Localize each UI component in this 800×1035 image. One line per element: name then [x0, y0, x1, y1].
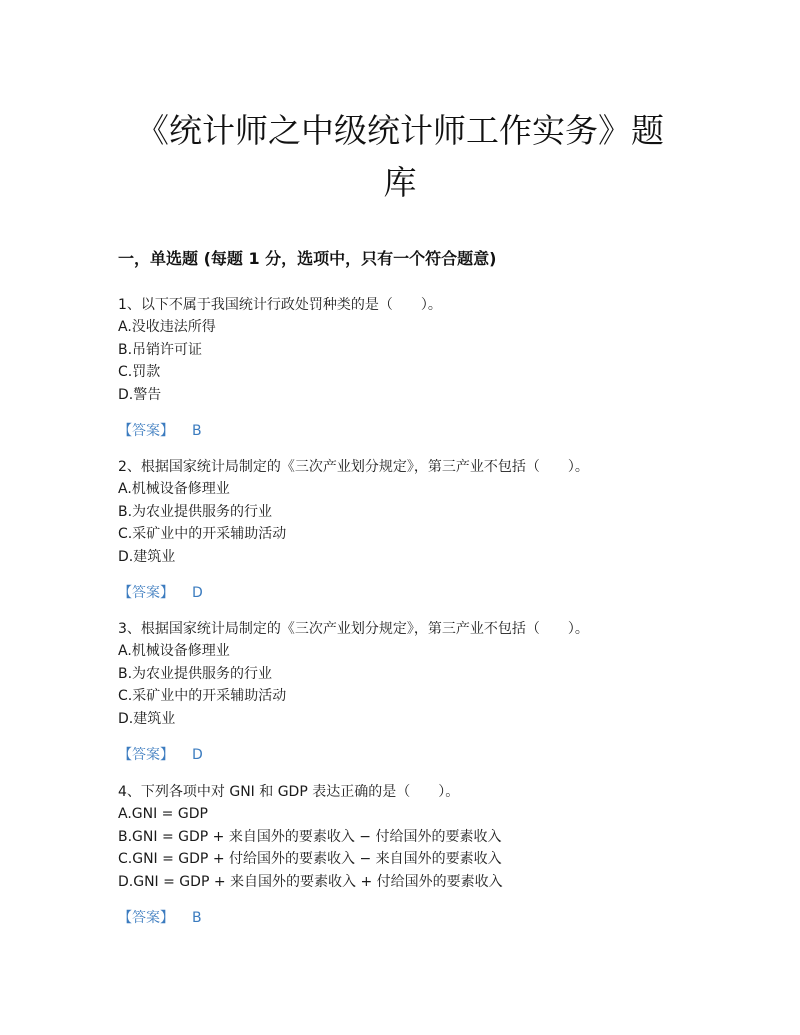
question-stem: 3、根据国家统计局制定的《三次产业划分规定》，第三产业不包括（ ）。 — [118, 621, 589, 637]
question-1 — [118, 294, 718, 442]
question-stem: 1、以下不属于我国统计行政处罚种类的是（ ）。 — [118, 297, 442, 313]
document-title — [0, 105, 800, 209]
answer-label: 【答案】 — [118, 423, 174, 439]
question-4 — [118, 781, 718, 929]
answer-line — [118, 582, 718, 604]
answer-label: 【答案】 — [118, 910, 174, 926]
question-stem: 2、根据国家统计局制定的《三次产业划分规定》，第三产业不包括（ ）。 — [118, 459, 589, 475]
answer-label: 【答案】 — [118, 747, 174, 763]
answer-value: D — [192, 585, 203, 601]
question-stem: 4、下列各项中对 GNI 和 GDP 表达正确的是（ ）。 — [118, 784, 460, 800]
option-a: A.机械设备修理业 — [118, 643, 230, 659]
option-a: A.没收违法所得 — [118, 319, 216, 335]
option-d: D.建筑业 — [118, 710, 176, 727]
option-d: D.建筑业 — [118, 548, 176, 565]
option-d: D.警告 — [118, 386, 162, 403]
answer-line — [118, 744, 718, 766]
option-a: A.机械设备修理业 — [118, 481, 230, 497]
question-2 — [118, 456, 718, 604]
option-c: C.GNI = GDP + 付给国外的要素收入 − 来自国外的要素收入 — [118, 851, 502, 867]
option-b: B.为农业提供服务的行业 — [118, 665, 273, 682]
answer-line — [118, 420, 718, 442]
option-d: D.GNI = GDP + 来自国外的要素收入 + 付给国外的要素收入 — [118, 873, 503, 890]
option-b: B.为农业提供服务的行业 — [118, 503, 273, 520]
option-c: C.罚款 — [118, 364, 161, 380]
option-a: A.GNI = GDP — [118, 806, 208, 822]
option-c: C.采矿业中的开采辅助活动 — [118, 688, 287, 704]
answer-label: 【答案】 — [118, 585, 174, 601]
answer-value: B — [192, 423, 202, 439]
option-b: B.GNI = GDP + 来自国外的要素收入 − 付给国外的要素收入 — [118, 828, 502, 845]
question-3 — [118, 618, 718, 766]
title-line-2: 库 — [383, 163, 417, 202]
answer-value: D — [192, 747, 203, 763]
title-line-1: 《统计师之中级统计师工作实务》题 — [136, 111, 664, 150]
answer-value: B — [192, 910, 202, 926]
option-b: B.吊销许可证 — [118, 341, 203, 358]
answer-line — [118, 907, 718, 929]
section-heading: 一，单选题 (每题 1 分，选项中，只有一个符合题意) — [118, 249, 497, 268]
option-c: C.采矿业中的开采辅助活动 — [118, 526, 287, 542]
